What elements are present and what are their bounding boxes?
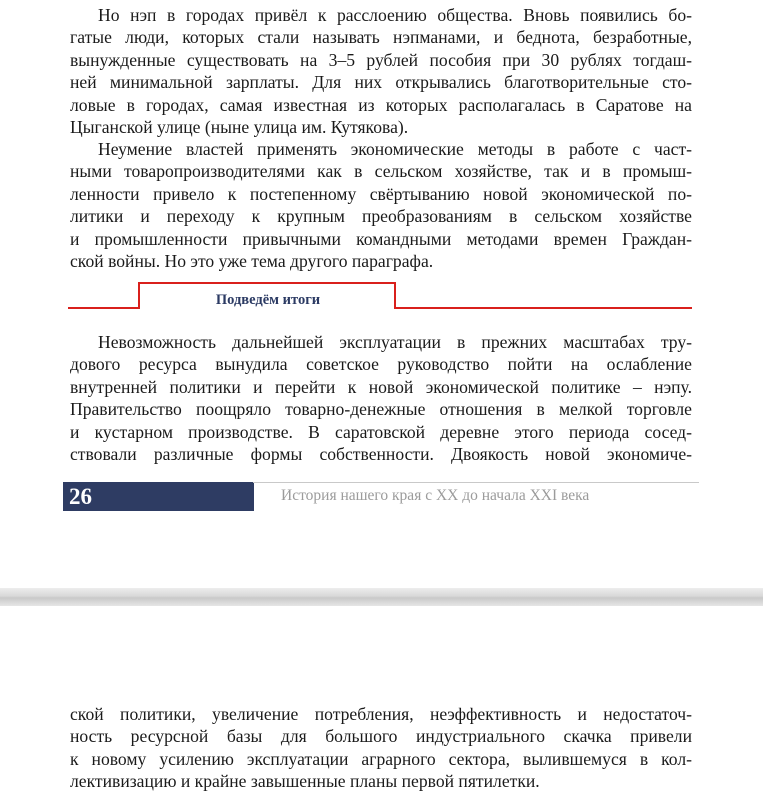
page-separator [0,588,763,606]
text-line: литики и переходу к крупным преобразованиям в сельском хозяйстве [70,206,692,227]
running-title: История нашего края с ХХ до начала XXI века [281,487,590,504]
text-line: ными товаропроизводителями как в сельском хозяйстве, так и в промыш- [70,161,692,182]
paragraph-nep-cities [70,4,692,138]
text-line: ность ресурсной базы для большого индустриального скачка привели [70,726,692,747]
paragraph-authorities [70,138,692,272]
text-line: Правительство поощряло товарно-денежные отношения в мелкой торговле [70,399,692,420]
text-line: ской войны. Но это уже тема другого параграфа. [70,251,434,272]
text-line: Цыганской улице (ныне улица им. Кутякова). [70,117,409,138]
text-line: Невозможность дальнейшей эксплуатации в прежних масштабах тру- [98,332,692,352]
text-line: лективизацию и крайне завышенные планы первой пятилетки. [70,771,540,792]
paragraph-continued [70,703,692,793]
text-line: и промышленности привычными командными методами времен Граждан- [70,228,692,249]
page-27 [0,606,763,800]
text-line: Неумение властей применять экономические методы в работе с част- [98,139,692,159]
heading-rule-left [68,307,140,309]
text-line: к новому усилению эксплуатации аграрного сектора, вылившемуся в кол- [70,748,692,769]
summary-heading: Подведём итоги [215,292,321,308]
page-number-box [63,482,254,511]
text-line: ской политики, увеличение потребления, неэффективность и недостаточ- [70,704,692,724]
text-line: и кустарном производстве. В саратовской деревне этого периода сосед- [70,421,692,442]
paragraph-summary [70,331,692,465]
heading-rule-top [138,282,396,284]
text-line: Но нэп в городах привёл к расслоению общества. Вновь появились бо- [98,5,692,25]
text-line: ней минимальной зарплаты. Для них открывались благотворительные сто- [70,72,692,93]
heading-rule-right [394,307,692,309]
page-number: 26 [69,484,92,509]
text-line: ловые в городах, самая известная из которых располагалась в Саратове на [70,94,692,115]
text-line: внутренней политики и перейти к новой экономической политике – нэпу. [70,376,692,397]
page-footer [63,482,699,512]
text-line: ствовали различные формы собственности. Двоякость новой экономиче- [70,444,692,465]
text-line: дового ресурса вынудила советское руководство пойти на ослабление [70,354,692,375]
text-line: гатые люди, которых стали называть нэпманами, и беднота, безработные, [70,27,692,48]
text-line: ленности привело к постепенному свёртыванию новой экономической по- [70,183,692,204]
text-line: вынужденные существовать на 3–5 рублей пособия при 30 рублях тогдаш- [70,49,692,70]
summary-heading-bar [68,280,692,312]
